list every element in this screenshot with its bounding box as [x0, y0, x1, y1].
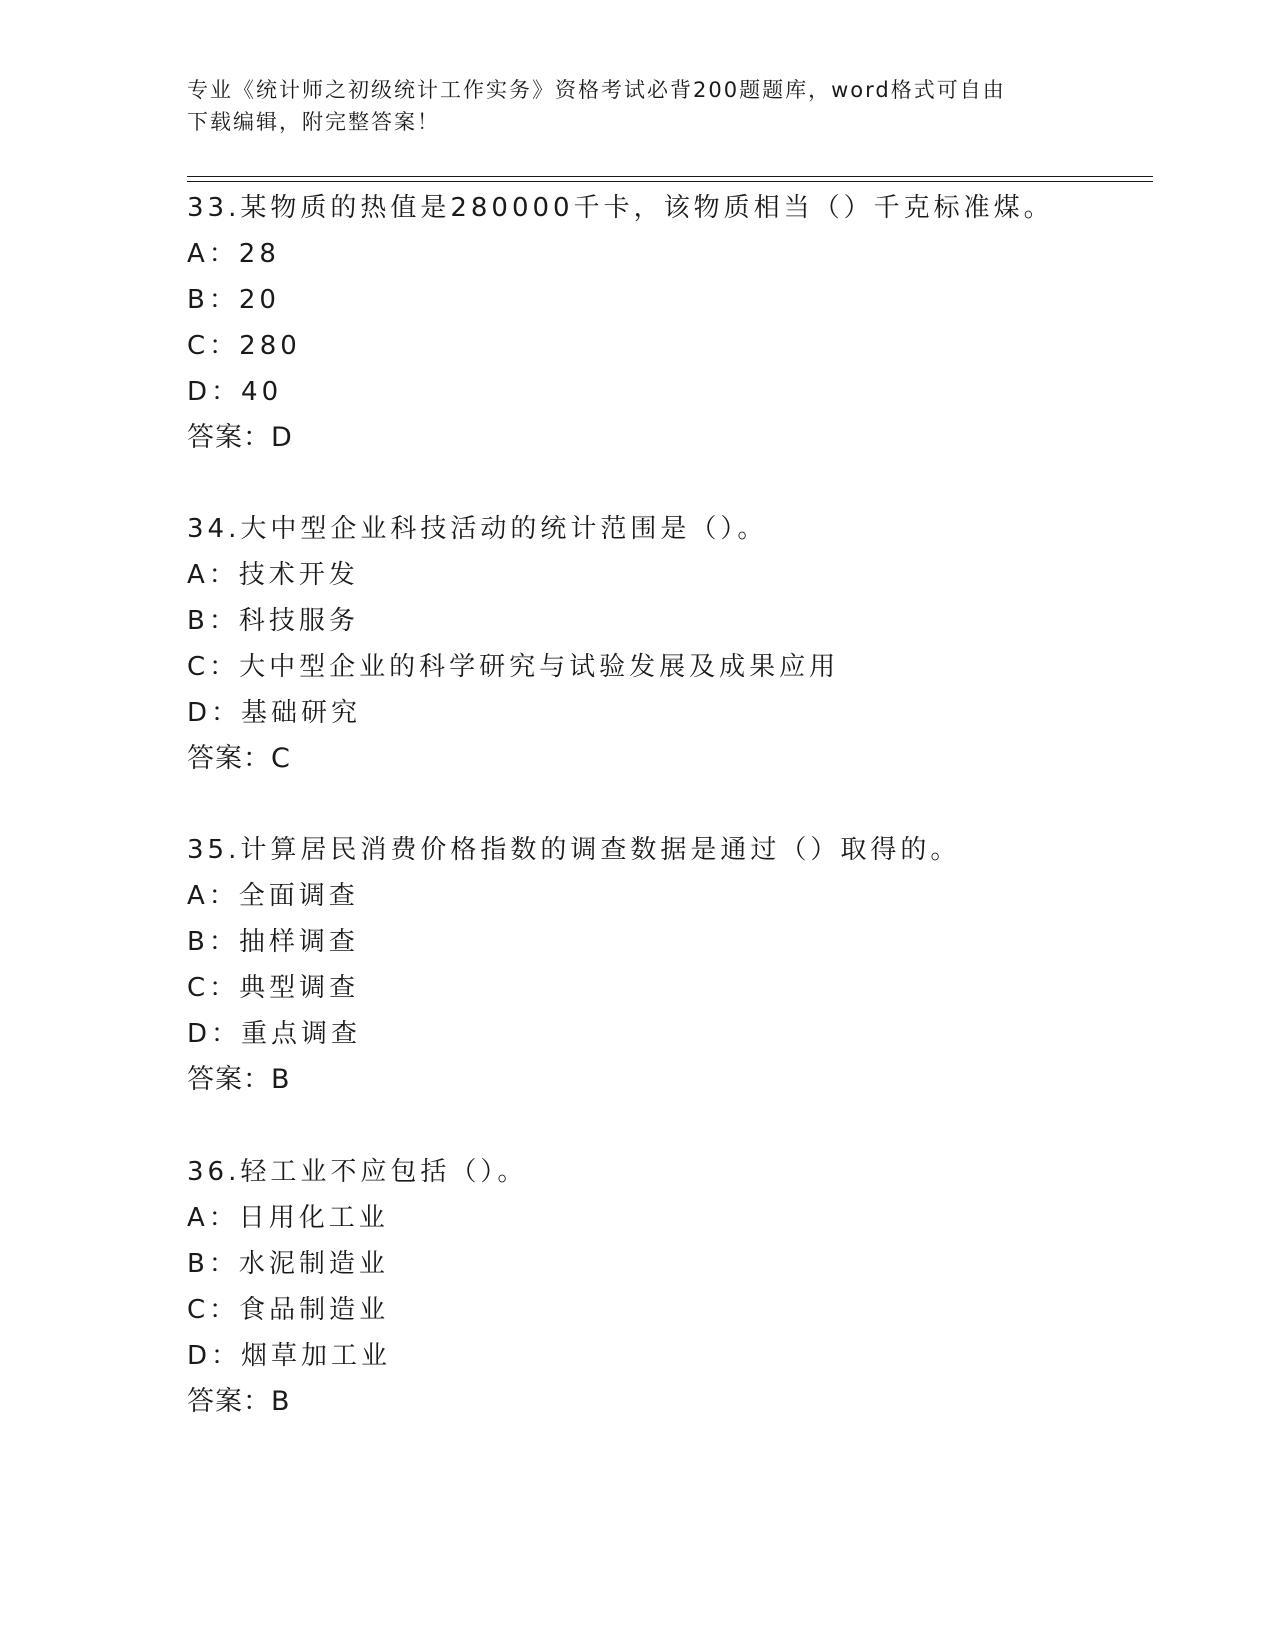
- option-c: C：280: [187, 331, 301, 361]
- answer-text: 答案：C: [187, 743, 291, 774]
- question-stem: 36.轻工业不应包括（）。: [187, 1157, 528, 1187]
- header-line-1: 专业《统计师之初级统计工作实务》资格考试必背200题题库，word格式可自由: [187, 78, 1006, 102]
- answer-text: 答案：B: [187, 1386, 291, 1417]
- question-33: [187, 185, 1153, 461]
- question-stem: 33.某物质的热值是280000千卡，该物质相当（）千克标准煤。: [187, 193, 1054, 223]
- option-c: C：大中型企业的科学研究与试验发展及成果应用: [187, 652, 840, 682]
- option-d: D：烟草加工业: [187, 1341, 392, 1371]
- option-a: A：技术开发: [187, 560, 359, 590]
- question-stem: 34.大中型企业科技活动的统计范围是（）。: [187, 514, 768, 544]
- header-divider-top: [187, 176, 1153, 177]
- option-b: B：抽样调查: [187, 927, 359, 957]
- header-line-2: 下载编辑，附完整答案！: [187, 110, 440, 134]
- option-b: B：水泥制造业: [187, 1249, 389, 1279]
- option-d: D：重点调查: [187, 1019, 362, 1049]
- answer-text: 答案：B: [187, 1064, 291, 1095]
- question-stem: 35.计算居民消费价格指数的调查数据是通过（）取得的。: [187, 835, 961, 865]
- option-d: D：基础研究: [187, 698, 362, 728]
- document-header: [187, 74, 1067, 138]
- option-a: A：28: [187, 239, 280, 269]
- answer-text: 答案：D: [187, 422, 293, 453]
- question-35: [187, 827, 1153, 1103]
- option-c: C：食品制造业: [187, 1295, 390, 1325]
- option-d: D：40: [187, 377, 283, 407]
- question-34: [187, 506, 1153, 782]
- header-divider-bottom: [187, 181, 1153, 182]
- option-b: B：20: [187, 285, 280, 315]
- option-a: A：日用化工业: [187, 1203, 389, 1233]
- option-a: A：全面调查: [187, 881, 359, 911]
- option-c: C：典型调查: [187, 973, 360, 1003]
- option-b: B：科技服务: [187, 606, 359, 636]
- question-36: [187, 1149, 1153, 1425]
